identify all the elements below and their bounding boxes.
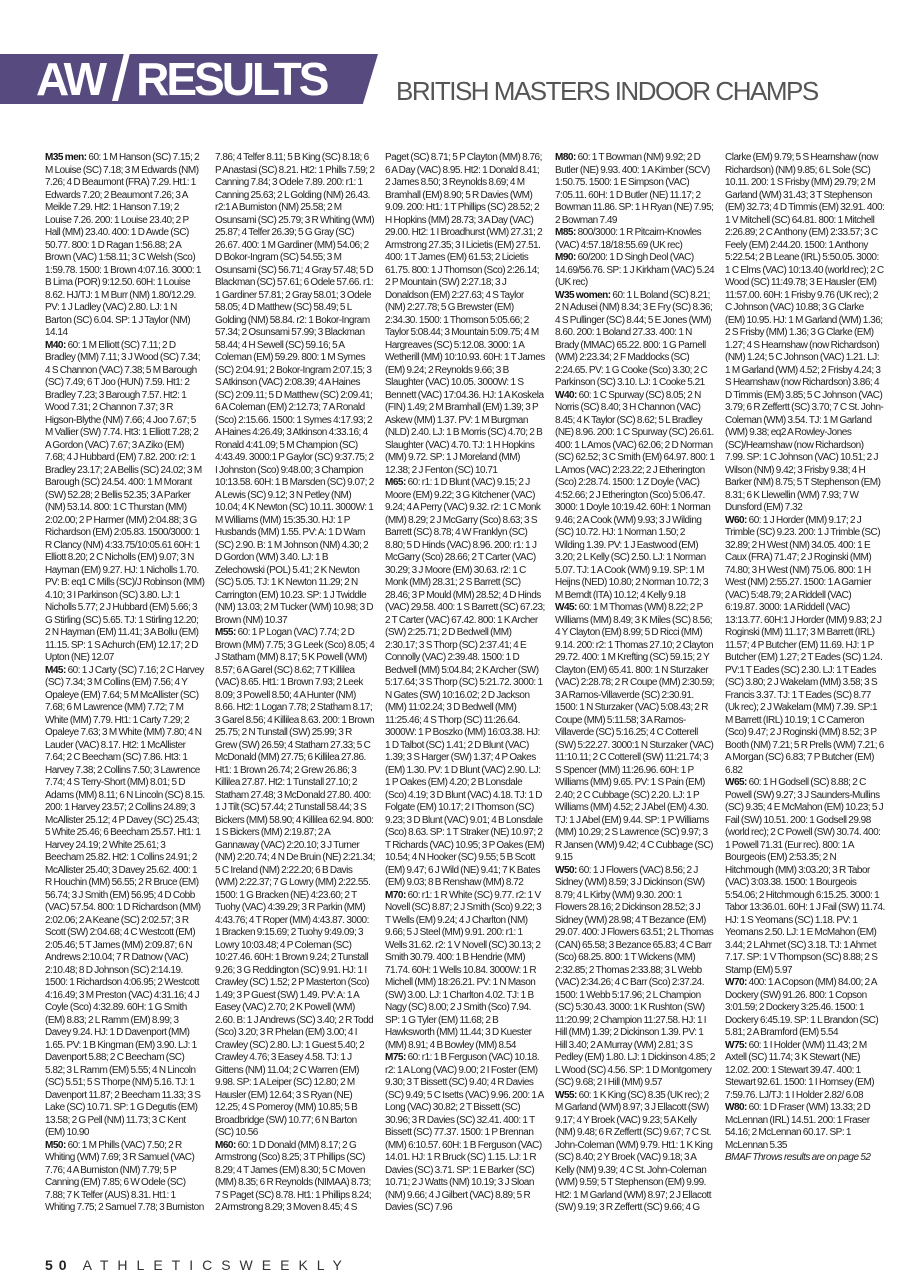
section-label: M85:	[555, 227, 576, 238]
section-label: M70:	[385, 889, 406, 901]
results-section	[45, 340, 205, 665]
section-label: M50:	[45, 1139, 66, 1151]
section-text: 60: 1 J Carty (SC) 7.16; 2 C Harvey (SC) 7.34; 3 M Collins (EM) 7.56; 4 Y Opaleye (EM) 7.64; 5 M McAllister (SC) 7.68; 6 M Lawrence (MM) 7.72; 7 M White (MM) 7.79. Ht1: 1 Carty 7.29; 2 Opaleye 7.63; 3 M White (MM) 7.80; 4 N Lauder (VAC) 8.17. Ht2: 1 McAllister 7.64; 2 C Beecham (SC) 7.86. Ht3: 1 Harvey 7.38; 2 Collins 7.50; 3 Lawrence 7.74; 4 S Terry-Short (MM) 8.01; 5 D Adams (MM) 8.11; 6 N Lincoln (SC) 8.15. 200: 1 Harvey 23.57; 2 Collins 24.89; 3 McAllister 25.12; 4 P Davey (SC) 25.43; 5 White 25.46; 6 Beecham 25.57. Ht1: 1 Harvey 24.19; 2 White 25.61; 3 Beecham 25.82. Ht2: 1 Collins 24.91; 2 McAllister 25.40; 3 Davey 25.62. 400: 1 R Houchin (MM) 56.55; 2 R Bruce (EM) 56.74; 3 J Smith (EM) 56.95; 4 D Cobb (VAC) 57.54. 800: 1 D Richardson (MM) 2:02.06; 2 A Keane (SC) 2:02.57; 3 R Scott (SW) 2:04.68; 4 C Westcott (EM) 2:05.46; 5 T James (MM) 2:09.87; 6 N Andrews 2:10.04; 7 R Datnow (VAC) 2:10.48; 8 D Johnson (SC) 2:14.19. 1500: 1 Richardson 4:06.95; 2 Westcott 4:16.49; 3 M Preston (VAC) 4:31.16; 4 J Coyle (Sco) 4:32.89. 60H: 1 G Smith (EM) 8.83; 2 L Ramm (EM) 8.99; 3 Davey 9.24. HJ: 1 D Davenport (MM) 1.65. PV: 1 B Kingman (EM) 3.90. LJ: 1 Davenport 5.88; 2 C Beecham (SC) 5.82; 3 L Ramm (EM) 5.55; 4 N Lincoln (SC) 5.51; 5 S Thorpe (NM) 5.16. TJ: 1 Davenport 11.87; 2 Beecham 11.33; 3 S Lake (SC) 10.71. SP: 1 G Degutis (EM) 13.58; 2 G Pell (NM) 11.73; 3 C Kent (EM) 10.90	[45, 664, 205, 1138]
results-section	[555, 390, 715, 603]
page-footer	[45, 1257, 351, 1273]
section-text: 800/3000: 1 R Pitcairn-Knowles (VAC) 4:57.18/18:55.69 (UK rec)	[555, 227, 702, 251]
page-number: 50	[45, 1257, 73, 1273]
logo-aw: AW	[36, 53, 105, 105]
section-text: 60: 1 M Thomas (WM) 8.22; 2 P Williams (MM) 8.49; 3 K Miles (SC) 8.56; 4 Y Clayton (EM) 8.99; 5 D Ricci (MM) 9.14. 200: r2: 1 Thomas 27.10; 2 Clayton 29.72. 400: 1 M Krefting (SC) 59.15; 2 Y Clayton (EM) 65.41. 800: 1 N Sturzaker (VAC) 2:28.78; 2 R Coupe (MM) 2:30.59; 3 A Ramos-Villaverde (SC) 2:30.91. 1500: 1 N Sturzaker (VAC) 5:08.43; 2 R Coupe (MM) 5:11.58; 3 A Ramos-Villaverde (SC) 5:16.25; 4 C Cotterell (SW) 5:22.27. 3000:1 N Sturzaker (VAC) 11:10.11; 2 C Cotterell (SW) 11:21.74; 3 S Spencer (MM) 11:26.96. 60H: 1 P Williams (MM) 9.65. PV: 1 S Pain (EM) 2.40; 2 C Cubbage (SC) 2.20. LJ: 1 P Williams (MM) 4.52; 2 J Abel (EM) 4.30. TJ: 1 J Abel (EM) 9.44. SP: 1 P Williams (MM) 10.29; 2 S Lawrence (SC) 9.97; 3 R Jansen (WM) 9.42; 4 C Cubbage (SC) 9.15	[555, 602, 715, 863]
results-section	[725, 977, 885, 1040]
results-section	[45, 665, 205, 1140]
results-section	[385, 477, 545, 890]
results-section	[725, 1102, 885, 1152]
section-text: 60: 1 L Boland (SC) 8.21; 2 N Adusei (NM) 8.34; 3 E Fry (SC) 8.36; 4 S Pullinger (SC) 8.44; 5 E Jones (WM) 8.60. 200: 1 Boland 27.33. 400: 1 N Brady (MMAC) 65.22. 800: 1 G Parnell (WM) 2:23.34; 2 F Maddocks (SC) 2:24.65. PV: 1 G Cooke (Sco) 3.30; 2 C Parkinson (SC) 3.10. LJ: 1 Cooke 5.21	[555, 289, 713, 388]
section-text: 60: 1 K King (SC) 8.35 (UK rec); 2 M Garland (WM) 8.97; 3 J Ellacott (SW) 9.17; 4 Y Broek (VAC) 9.23; 5 A Kelly (NM) 9.48; 6 R Zeffertt (SC) 9.67; 7 C St. John-Coleman (WM) 9.79. Ht1: 1 K King (SC) 8.40; 2 Y Broek (VAC) 9.18; 3 A Kelly (NM) 9.39; 4 C St. John-Coleman (WM) 9.59; 5 T Stephenson (EM) 9.99. Ht2: 1 M Garland (WM) 8.97; 2 J Ellacott (SW) 9.19; 3 R Zeffertt (SC) 9.66; 4 G Clarke (EM) 9.79; 5 S Hearnshaw (now Richardson) (NM) 9.85; 6 L Sole (SC) 10.11. 200: 1 S Frisby (MM) 29.79; 2 M Garland (WM) 31.43; 3 T Stephenson (EM) 32.73; 4 D Timmis (EM) 32.91. 400: 1 V Mitchell (SC) 64.81. 800: 1 Mitchell 2:26.89; 2 C Anthony (EM) 2:33.57; 3 C Feely (EM) 2:44.20. 1500: 1 Anthony 5:22.54; 2 B Leane (IRL) 5:50.05. 3000: 1 C Elms (VAC) 10:13.40 (world rec); 2 C Wood (SC) 11:49.78; 3 E Hausler (EM) 11:57.00. 60H: 1 Frisby 9.76 (UK rec); 2 C Johnson (VAC) 10.88; 3 G Clarke (EM) 10.95. HJ: 1 M Garland (WM) 1.36; 2 S Frisby (MM) 1.36; 3 G Clarke (EM) 1.27; 4 S Hearnshaw (now Richardson) (NM) 1.24; 5 C Johnson (VAC) 1.21. LJ: 1 M Garland (WM) 4.52; 2 Frisby 4.24; 3 S Hearnshaw (now Richardson) 3.86; 4 D Timmis (EM) 3.85; 5 C Johnson (VAC) 3.79; 6 R Zeffertt (SC) 3.70; 7 C St. John-Coleman (WM) 3.54. TJ: 1 M Garland (WM) 9.38; eq2 A Rowley-Jones (SC)/Hearnshaw (now Richardson) 7.99. SP: 1 C Johnson (VAC) 10.51; 2 J Wilson (NM) 9.42; 3 Frisby 9.38; 4 H Barker (NM) 8.75; 5 T Stephenson (EM) 8.31; 6 K Llewellin (WM) 7.93; 7 W Dunsford (EM) 7.32	[555, 152, 885, 1213]
logo-results: RESULTS	[136, 53, 327, 105]
section-label: W60:	[725, 514, 747, 526]
results-columns	[45, 152, 885, 1215]
results-section	[725, 1040, 885, 1103]
section-label: M35 men:	[45, 152, 87, 163]
section-text: 60: 1 H Godsell (SC) 8.88; 2 C Powell (SW) 9.27; 3 J Saunders-Mullins (SC) 9.35; 4 E McMahon (EM) 10.23; 5 J Fail (SW) 10.51. 200: 1 Godsell 29.98 (world rec); 2 C Powell (SW) 30.74. 400: 1 Powell 71.31 (Eur rec). 800: 1 A Bourgeois (EM) 2:53.35; 2 N Hitchmough (MM) 3:03.20; 3 R Tabor (VAC) 3:03.38. 1500: 1 Bourgeois 5:54.06; 2 Hitchmough 6:15.25. 3000: 1 Tabor 13:36.01. 60H: 1 J Fail (SW) 11.74. HJ: 1 S Yeomans (SC) 1.18. PV: 1 Yeomans 2.50. LJ: 1 E McMahon (EM) 3.44; 2 L Ahmet (SC) 3.18. TJ: 1 Ahmet 7.17. SP: 1 V Thompson (SC) 8.88; 2 S Stamp (EM) 5.97	[725, 777, 885, 976]
section-text: 60: 1 J Horder (MM) 9.17; 2 J Trimble (SC) 9.23. 200: 1 J Trimble (SC) 32.89; 2 H West (NM) 34.05. 400: 1 E Caux (FRA) 71.47; 2 J Roginski (MM) 74.80; 3 H West (NM) 75.06. 800: 1 H West (NM) 2:55.27. 1500: 1 A Garnier (VAC) 5:48.79; 2 A Riddell (VAC) 6:19.87. 3000: 1 A Riddell (VAC) 13:13.77. 60H:1 J Horder (MM) 9.83; 2 J Roginski (MM) 11.17; 3 M Barrett (IRL) 11.57; 4 P Butcher (EM) 11.69. HJ: 1 P Butcher (EM) 1.27; 2 T Eades (SC) 1.24. PV:1 T Eades (SC) 2.30. LJ: 1 T Eades (SC) 3.80; 2 J Wakelam (MM) 3.58; 3 S Francis 3.37. TJ: 1 T Eades (SC) 8.77 (Uk rec); 2 J Wakelam (MM) 7.39. SP:1 M Barrett (IRL) 10.19; 1 C Cameron (Sco) 9.47; 2 J Roginski (MM) 8.52; 3 P Booth (NM) 7.21; 5 R Prells (WM) 7.21; 6 A Morgan (SC) 6.83; 7 P Butcher (EM) 6.82	[725, 514, 884, 776]
results-section	[385, 1052, 545, 1215]
section-text: 60: r1: 1 R White (SC) 9.77. r2: 1 V Novell (SC) 8.87; 2 J Smith (Sco) 9.22; 3 T Wells (EM) 9.24; 4 J Charlton (NM) 9.66; 5 J Steel (MM) 9.91. 200: r1: 1 Wells 31.62. r2: 1 V Novell (SC) 30.13; 2 Smith 30.79. 400: 1 B Hendrie (MM) 71.74. 60H: 1 Wells 10.84. 3000W: 1 R Michell (MM) 18:26.21. PV: 1 N Mason (SW) 3.00. LJ: 1 Charlton 4.02. TJ: 1 B Nagy (SC) 8.00; 2 J Smith (Sco) 7.94. SP: 1 G Tyler (EM) 11.68; 2 B Hawksworth (MM) 11.44; 3 D Kuester (MM) 8.91; 4 B Bowley (MM) 8.54	[385, 889, 542, 1051]
section-label: M90:	[555, 252, 576, 263]
section-label: W80:	[725, 1102, 747, 1113]
section-label: W35 women:	[555, 289, 611, 301]
section-label: W55:	[555, 1089, 577, 1101]
section-text: 60: 1 D Donald (MM) 8.17; 2 G Armstrong (Sco) 8.25; 3 T Phillips (SC) 8.29; 4 T James (EM) 8.30; 5 C Moven (MM) 8.35; 6 R Reynolds (NIMAA) 8.73; 7 S Paget (SC) 8.78. Ht1: 1 Phillips 8.24; 2 Armstrong 8.29; 3 Moven 8.45; 4 S Paget (SC) 8.71; 5 P Clayton (MM) 8.76; 6 A Day (VAC) 8.95. Ht2: 1 Donald 8.41; 2 James 8.50; 3 Reynolds 8.69; 4 M Bramhall (EM) 8.90; 5 R Davies (WM) 9.09. 200: Ht1: 1 T Phillips (SC) 28.52; 2 H Hopkins (MM) 28.73; 3 A Day (VAC) 29.00. Ht2: 1 I Broadhurst (WM) 27.31; 2 Armstrong 27.35; 3 I Licietis (EM) 27.51. 400: 1 T James (EM) 61.53; 2 Licietis 61.75. 800: 1 J Thomson (Sco) 2:26.14; 2 P Mountain (SW) 2:27.18; 3 J Donaldson (EM) 2:27.63; 4 S Taylor (NM) 2:27.78; 5 G Brewster (EM) 2:34.30. 1500: 1 Thomson 5:05.66; 2 Taylor 5:08.44; 3 Mountain 5:09.75; 4 M Hargreaves (SC) 5:12.08. 3000: 1 A Wetherill (MM) 10:10.93. 60H: 1 T James (EM) 9.24; 2 Reynolds 9.66; 3 B Slaughter (VAC) 10.05. 3000W: 1 S Bennett (VAC) 17:04.36. HJ: 1 A Koskela (FIN) 1.49; 2 M Bramhall (EM) 1.39; 3 P Askew (MM) 1.37. PV: 1 M Burgman (NLD) 2.40. LJ: 1 B Morris (SC) 4.70; 2 B Slaughter (VAC) 4.70. TJ: 1 H Hopkins (MM) 9.72. SP: 1 J Moreland (MM) 12.38; 2 J Fenton (SC) 10.71	[215, 152, 545, 1213]
results-section	[555, 252, 715, 290]
section-label: W65:	[725, 777, 747, 788]
section-label: M40:	[45, 339, 66, 351]
section-label: W70:	[725, 977, 747, 988]
results-body	[45, 152, 885, 1215]
magazine-name: ATHLETICSWEEKLY	[82, 1257, 351, 1273]
results-section	[385, 890, 545, 1053]
section-text: 60: 1 M Phills (VAC) 7.50; 2 R Whiting (WM) 7.69; 3 R Samuel (VAC) 7.76; 4 A Burniston (NM) 7.79; 5 P Canning (EM) 7.85; 6 W Odele (SC) 7.88; 7 K Telfer (AUS) 8.31. Ht1: 1 Whiting 7.75; 2 Samuel 7.78; 3 Burniston 7.86; 4 Telfer 8.11; 5 B King (SC) 8.18; 6 P Anastasi (SC) 8.21. Ht2: 1 Phills 7.59; 2 Canning 7.84; 3 Odele 7.89. 200: r1: 1 Canning 25.63; 2 L Golding (NM) 26.43. r2:1 A Burniston (NM) 25.58; 2 M Osunsami (SC) 25.79; 3 R Whiting (WM) 25.87; 4 Telfer 26.39; 5 G Gray (SC) 26.67. 400: 1 M Gardiner (MM) 54.06; 2 D Bokor-Ingram (SC) 54.55; 3 M Osunsami (SC) 56.71; 4 Gray 57.48; 5 D Blackman (SC) 57.61; 6 Odele 57.66. r1: 1 Gardiner 57.81; 2 Gray 58.01; 3 Odele 58.05; 4 D Matthew (SC) 58.49; 5 L Golding (NM) 58.84. r2: 1 Bokor-Ingram 57.34; 2 Osunsami 57.99; 3 Blackman 58.44; 4 H Sewell (SC) 59.16; 5 A Coleman (EM) 59.29. 800: 1 M Symes (SC) 2:04.91; 2 Bokor-Ingram 2:07.15; 3 S Atkinson (VAC) 2:08.39; 4 A Haines (SC) 2:09.11; 5 D Matthew (SC) 2:09.41; 6 A Coleman (EM) 2:12.73; 7 A Ronald (Sco) 2:15.66. 1500: 1 Symes 4:17.93; 2 A Haines 4:26.49; 3 Atkinson 4:33.16; 4 Ronald 4:41.09; 5 M Champion (SC) 4:43.49. 3000:1 P Gaylor (SC) 9:37.75; 2 I Johnston (Sco) 9:48.00; 3 Champion 10:13.58. 60H: 1 B Marsden (SC) 9.07; 2 A Lewis (SC) 9.12; 3 N Petley (NM) 10.04; 4 K Newton (SC) 10.11. 3000W: 1 M Williams (MM) 15:35.30. HJ: 1 P Husbands (MM) 1.55. PV: A: 1 D Warn (SC) 2.90. B: 1 M Johnson (NM) 4.30; 2 D Gordon (WM) 3.40. LJ: 1 B Zelechowski (POL) 5.41; 2 K Newton (SC) 5.05. TJ: 1 K Newton 11.29; 2 N Carrington (EM) 10.23. SP: 1 J Twiddle (NM) 13.03; 2 M Tucker (WM) 10.98; 3 D Brown (NM) 10.37	[45, 152, 375, 1213]
results-section	[555, 152, 715, 227]
section-text: 60: 1 C Spurway (SC) 8.05; 2 N Norris (SC) 8.40; 3 H Channon (VAC) 8.45; 4 K Taylor (SC) 8.62; 5 L Bradley (NE) 8.96. 200: 1 C Spurway (SC) 26.61. 400: 1 L Amos (VAC) 62.06; 2 D Norman (SC) 62.52; 3 C Smith (EM) 64.97. 800: 1 L Amos (VAC) 2:23.22; 2 J Etherington (Sco) 2:28.74. 1500: 1 Z Doyle (VAC) 4:52.66; 2 J Etherington (Sco) 5:06.47. 3000: 1 Doyle 10:19.42. 60H: 1 Norman 9.46; 2 A Cook (WM) 9.93; 3 J Wilding (SC) 10.72. HJ: 1 Norman 1.50; 2 Wilding 1.39. PV: 1 J Eastwood (EM) 3.20; 2 L Kelly (SC) 2.50. LJ: 1 Norman 5.07. TJ: 1 A Cook (WM) 9.19. SP: 1 M Heijns (NED) 10.80; 2 Norman 10.72; 3 M Berndt (ITA) 10.12; 4 Kelly 9.18	[555, 389, 715, 601]
section-label: W75:	[725, 1039, 747, 1051]
section-label: M60:	[215, 1139, 236, 1151]
section-text: 60: r1: 1 D Blunt (VAC) 9.15; 2 J Moore (EM) 9.22; 3 G Kitchener (VAC) 9.24; 4 A Perry (VAC) 9.32. r2: 1 C Monk (MM) 8.29; 2 J McGarry (Sco) 8.63; 3 S Barrett (SC) 8.78; 4 W Franklyn (SC) 8.80; 5 D Hinds (VAC) 8.96. 200: r1: 1 J McGarry (Sco) 28.66; 2 T Carter (VAC) 30.29; 3 J Moore (EM) 30.63. r2: 1 C Monk (MM) 28.31; 2 S Barrett (SC) 28.46; 3 P Mould (MM) 28.52; 4 D Hinds (VAC) 29.58. 400: 1 S Barrett (SC) 67.23; 2 T Carter (VAC) 67.42. 800: 1 K Archer (SW) 2:25.71; 2 D Bedwell (MM) 2:30.17; 3 S Thorp (SC) 2:37.41; 4 E Connolly (VAC) 2:39.48. 1500: 1 D Bedwell (MM) 5:04.84; 2 K Archer (SW) 5:17.64; 3 S Thorp (SC) 5:21.72. 3000: 1 N Gates (SW) 10:16.02; 2 D Jackson (MM) 11:02.24; 3 D Bedwell (MM) 11:25.46; 4 S Thorp (SC) 11:26.64. 3000W: 1 P Boszko (MM) 16:03.38. HJ: 1 D Talbot (SC) 1.41; 2 D Blunt (VAC) 1.39; 3 S Harger (SW) 1.37; 4 P Oakes (EM) 1.30. PV: 1 D Blunt (VAC) 2.90. LJ: 1 P Oakes (EM) 4.20; 2 B Lonsdale (Sco) 4.19; 3 D Blunt (VAC) 4.18. TJ: 1 D Folgate (EM) 10.17; 2 I Thomson (SC) 9.23; 3 D Blunt (VAC) 9.01; 4 B Lonsdale (Sco) 8.63. SP: 1 T Straker (NE) 10.97; 2 T Richards (VAC) 10.95; 3 P Oakes (EM) 10.54; 4 N Hooker (SC) 9.55; 5 B Scott (EM) 9.47; 6 J Wild (NE) 9.41; 7 K Bates (EM) 9.03; 8 B Renshaw (MM) 8.72	[385, 477, 545, 888]
aw-results-logo	[36, 52, 326, 106]
section-text: 60: 1 I Holder (WM) 11.43; 2 M Axtell (SC) 11.74; 3 K Stewart (NE) 12.02. 200: 1 Stewart 39.47. 400: 1 Stewart 92.61. 1500: 1 I Hornsey (EM) 7:59.76. LJ/TJ: 1 I Holder 2.82/ 6.08	[725, 1039, 875, 1101]
section-label: W40:	[555, 389, 577, 401]
section-text: 60/200: 1 D Singh Deol (VAC) 14.69/56.76. SP: 1 J Kirkham (VAC) 5.24 (UK rec)	[555, 252, 715, 288]
results-section	[725, 515, 885, 778]
results-section	[555, 290, 715, 390]
section-text: 60: 1 D Fraser (WM) 13.33; 2 D McLennan (IRL) 14.51. 200: 1 Fraser 54.16; 2 McLennan 60.17. SP: 1 McLennan 5.35	[725, 1102, 871, 1151]
results-section	[555, 602, 715, 865]
results-section	[555, 865, 715, 1090]
section-label: M80:	[555, 152, 576, 163]
section-text: 60: r1: 1 B Ferguson (VAC) 10.18. r2: 1 A Long (VAC) 9.00; 2 I Foster (EM) 9.30; 3 T Bissett (SC) 9.40; 4 R Davies (SC) 9.49; 5 C Isetts (VAC) 9.96. 200: 1 A Long (VAC) 30.82; 2 T Bissett (SC) 30.96; 3 R Davies (SC) 32.41. 400: 1 T Bissett (SC) 77.37. 1500: 1 P Brennan (MM) 6:10.57. 60H: 1 B Ferguson (VAC) 14.01. HJ: 1 R Bruck (SC) 1.15. LJ: 1 R Davies (SC) 3.71. SP: 1 E Barker (SC) 10.71; 2 J Watts (NM) 10.19; 3 J Sloan (NM) 9.66; 4 J Gilbert (VAC) 8.89; 5 R Davies (SC) 7.96	[385, 1052, 544, 1213]
section-label: M65:	[385, 477, 406, 488]
section-text: 60: 1 T Bowman (NM) 9.92; 2 D Butler (NE) 9.93. 400: 1 A Kimber (SCV) 1:50.75. 1500: 1 E Simpson (VAC) 7:05.11. 60H: 1 D Butler (NE) 11.17; 2 Bowman 11.86. SP: 1 H Ryan (NE) 7.95; 2 Bowman 7.49	[555, 152, 714, 226]
section-label: M75:	[385, 1052, 406, 1063]
page-title: BRITISH MASTERS INDOOR CHAMPS	[396, 76, 818, 106]
section-text: 60: 1 M Hanson (SC) 7.15; 2 M Louise (SC) 7.18; 3 M Edwards (NM) 7.26; 4 D Beaumont (FRA) 7.29. Ht1: 1 Edwards 7.20; 2 Beaumont 7.26; 3 A Meikle 7.29. Ht2: 1 Hanson 7.19; 2 Louise 7.26. 200: 1 Louise 23.40; 2 P Hall (MM) 23.40. 400: 1 D Awde (SC) 50.77. 800: 1 D Ragan 1:56.88; 2 A Brown (VAC) 1:58.11; 3 C Welsh (Sco) 1:59.78. 1500: 1 Brown 4:07.16. 3000: 1 B Lima (POR) 9:12.50. 60H: 1 Louise 8.62. HJ/TJ: 1 M Burr (NM) 1.80/12.29. PV: 1 J Ladley (VAC) 2.80. LJ: 1 N Barton (SC) 6.04. SP: 1 J Taylor (NM) 14.14	[45, 152, 201, 338]
throws-results-note: BMAF Throws results are on page 52	[725, 1152, 871, 1163]
section-text: 60: 1 M Elliott (SC) 7.11; 2 D Bradley (MM) 7.11; 3 J Wood (SC) 7.34; 4 S Channon (VAC) 7.38; 5 M Barough (SC) 7.49; 6 T Joo (HUN) 7.59. Ht1: 2 Bradley 7.23; 3 Barough 7.57. Ht2: 1 Wood 7.31; 2 Channon 7.37; 3 R Higson-Blythe (NM) 7.66; 4 Joo 7.67; 5 M Vallier (SW) 7.74. Ht3: 1 Elliott 7.28; 2 A Gordon (VAC) 7.67; 3 A Ziko (EM) 7.68; 4 J Hubbard (EM) 7.82. 200: r2: 1 Bradley 23.17; 2 A Bellis (SC) 24.02; 3 M Barough (SC) 24.54. 400: 1 M Morant (SW) 52.28; 2 Bellis 52.35; 3 A Parker (NM) 53.14. 800: 1 C Thurstan (MM) 2:02.00; 2 P Harmer (MM) 2:04.88; 3 G Richardson (EM) 2:05.83. 1500/3000: 1 R Clancy (NM) 4:33.75/10:05.61 60H: 1 Elliott 8.20; 2 C Nicholls (EM) 9.07; 3 N Hayman (EM) 9.27. HJ: 1 Nicholls 1.70. PV: B: eq1 C Mills (SC)/J Robinson (MM) 4.10; 3 I Parkinson (SC) 3.80. LJ: 1 Nicholls 5.77; 2 J Hubbard (EM) 5.66; 3 G Stirling (SC) 5.65. TJ: 1 Stirling 12.20; 2 N Hayman (EM) 11.41; 3 A Bollu (EM) 11.15. SP: 1 S Achurch (EM) 12.17; 2 D Upton (NE) 12.07	[45, 339, 205, 663]
section-label: W45:	[555, 602, 577, 613]
section-label: W50:	[555, 864, 577, 876]
section-text: 60: 1 P Logan (VAC) 7.74; 2 D Brown (MM) 7.75; 3 G Leek (Sco) 8.05; 4 J Statham (MM) 8.17; 5 K Powell (WM) 8.57; 6 A Garel (SC) 8.62; 7 T Killilea (VAC) 8.65. Ht1: 1 Brown 7.93; 2 Leek 8.09; 3 Powell 8.50; 4 A Hunter (NM) 8.66. Ht2: 1 Logan 7.78; 2 Statham 8.17; 3 Garel 8.56; 4 Killilea 8.63. 200: 1 Brown 25.75; 2 N Tunstall (SW) 25.99; 3 R Grew (SW) 26.59; 4 Statham 27.33; 5 C McDonald (MM) 27.75; 6 Killilea 27.86. Ht1: 1 Brown 26.74; 2 Grew 26.86; 3 Killilea 27.87. Ht2: 1 Tunstall 27.10; 2 Statham 27.48; 3 McDonald 27.80. 400: 1 J Tilt (SC) 57.44; 2 Tunstall 58.44; 3 S Bickers (MM) 58.90; 4 Killilea 62.94. 800: 1 S Bickers (MM) 2:19.87; 2 A Gannaway (VAC) 2:20.10; 3 J Turner (NM) 2:20.74; 4 N De Bruin (NE) 2:21.34; 5 C Ireland (NM) 2:22.20; 6 B Davis (WM) 2:22.37; 7 G Lowry (MM) 2:22.55. 1500: 1 G Bracken (NE) 4:23.60; 2 T Tuohy (VAC) 4:39.29; 3 R Parkin (MM) 4:43.76; 4 T Roper (MM) 4:43.87. 3000: 1 Bracken 9:15.69; 2 Tuohy 9:49.09; 3 Lowry 10:03.48; 4 P Coleman (SC) 10:27.46. 60H: 1 Brown 9.24; 2 Tunstall 9.26; 3 G Reddington (SC) 9.91. HJ: 1 I Crawley (SC) 1.52; 2 P Masterton (Sco) 1.49; 3 P Guest (SW) 1.49. PV: A: 1 A Easey (VAC) 2.70; 2 K Powell (WM) 2.60. B: 1 J Andrews (SC) 3.40; 2 R Todd (Sco) 3.20; 3 R Phelan (EM) 3.00; 4 I Crawley (SC) 2.80. LJ: 1 Guest 5.40; 2 Crawley 4.76; 3 Easey 4.58. TJ: 1 J Gittens (NM) 11.04; 2 C Warren (EM) 9.98. SP: 1 A Leiper (SC) 12.80; 2 M Hausler (EM) 12.64; 3 S Ryan (NE) 12.25; 4 S Pomeroy (MM) 10.85; 5 B Broadbridge (SW) 10.77; 6 N Barton (SC) 10.56	[215, 627, 375, 1138]
section-text: 60: 1 J Flowers (VAC) 8.56; 2 J Sidney (WM) 8.59; 3 J Dickinson (SW) 8.79; 4 L Kirby (WM) 9.30. 200: 1 Flowers 28.16; 2 Dickinson 28.52; 3 J Sidney (WM) 28.98; 4 T Bezance (EM) 29.07. 400: J Flowers 63.51; 2 L Thomas (CAN) 65.58; 3 Bezance 65.83; 4 C Barr (Sco) 68.25. 800: 1 T Wickens (MM) 2:32.85; 2 Thomas 2:33.88; 3 L Webb (VAC) 2:34.26; 4 C Barr (Sco) 2:37.24. 1500: 1 Webb 5:17.96; 2 L Champion (SC) 5:30.43. 3000: 1 K Rushton (SW) 11:20.99; 2 Champion 11:27.58. HJ: 1 I Hill (MM) 1.39; 2 Dickinson 1.39. PV: 1 Hill 3.40; 2 A Murray (WM) 2.81; 3 S Pedley (EM) 1.80. LJ: 1 Dickinson 4.85; 2 L Wood (SC) 4.56. SP: 1 D Montgomery (SC) 9.68; 2 I Hill (MM) 9.57	[555, 864, 715, 1088]
results-section	[45, 152, 205, 340]
section-text: 400: 1 A Copson (MM) 84.00; 2 A Dockery (SW) 91.26. 800: 1 Copson 3:01.59; 2 Dockery 3:25.46. 1500: 1 Dockery 6:45.19. SP: 1 L Brandon (SC) 5.81; 2 A Bramford (EM) 5.54	[725, 977, 879, 1038]
section-label: M45:	[45, 664, 66, 676]
results-section	[725, 777, 885, 977]
logo-slash	[112, 53, 130, 101]
section-label: M55:	[215, 627, 236, 638]
results-section	[215, 627, 375, 1140]
results-section	[555, 227, 715, 252]
